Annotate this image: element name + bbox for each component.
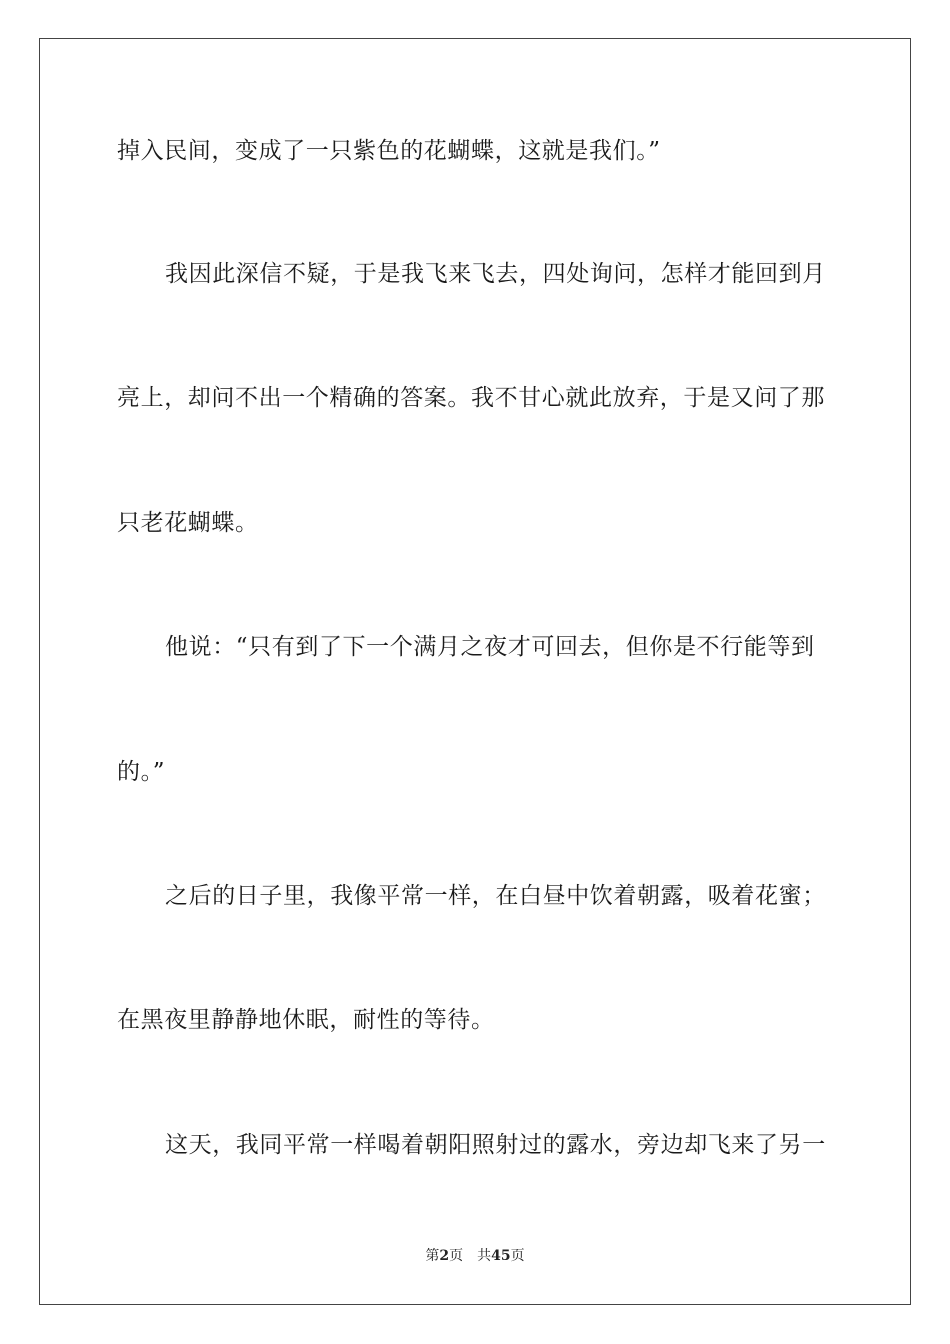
text-line-4: 只老花蝴蝶。 <box>117 510 259 536</box>
text-line-7: 之后的日子里，我像平常一样，在白昼中饮着朝露，吸着花蜜； <box>165 883 826 909</box>
footer-page-suffix: 页 <box>449 1248 464 1264</box>
text-line-8: 在黑夜里静静地休眠，耐性的等待。 <box>117 1007 495 1033</box>
page-footer <box>0 1246 950 1266</box>
page-frame <box>39 38 911 1305</box>
footer-total-prefix: 共 <box>477 1248 492 1264</box>
text-line-3: 亮上，却问不出一个精确的答案。我不甘心就此放弃，于是又问了那 <box>117 385 825 411</box>
footer-page-number: 2 <box>439 1248 450 1264</box>
text-line-6: 的。” <box>117 759 166 785</box>
text-line-2: 我因此深信不疑，于是我飞来飞去，四处询问，怎样才能回到月 <box>165 261 826 287</box>
text-line-1: 掉入民间，变成了一只紫色的花蝴蝶，这就是我们。” <box>117 138 661 164</box>
footer-total-suffix: 页 <box>510 1248 525 1264</box>
footer-total-pages: 45 <box>491 1248 511 1264</box>
text-line-9: 这天，我同平常一样喝着朝阳照射过的露水，旁边却飞来了另一 <box>165 1132 826 1158</box>
footer-page-prefix: 第 <box>425 1248 440 1264</box>
text-line-5: 他说：“只有到了下一个满月之夜才可回去，但你是不行能等到 <box>165 634 815 660</box>
